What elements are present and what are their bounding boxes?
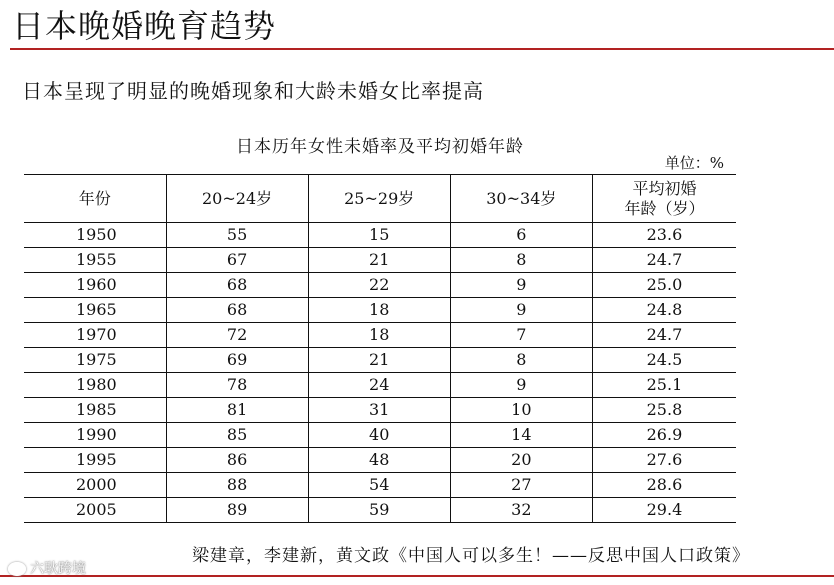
cell-age-20-24: 68	[166, 273, 308, 298]
header-age-20-24: 20~24岁	[166, 175, 308, 223]
cell-avg-age: 25.0	[592, 273, 736, 298]
table-header-row	[24, 175, 736, 223]
cell-age-25-29: 24	[308, 373, 450, 398]
cell-year: 1955	[24, 248, 166, 273]
cell-year: 2005	[24, 498, 166, 523]
slide-subtitle: 日本呈现了明显的晚婚现象和大龄未婚女比率提高	[22, 79, 484, 103]
header-age-30-34: 30~34岁	[450, 175, 592, 223]
cell-age-25-29: 18	[308, 323, 450, 348]
cell-year: 1990	[24, 423, 166, 448]
cell-age-25-29: 31	[308, 398, 450, 423]
cell-age-20-24: 81	[166, 398, 308, 423]
cell-avg-age: 24.5	[592, 348, 736, 373]
table-row	[24, 248, 736, 273]
cell-age-25-29: 48	[308, 448, 450, 473]
cell-age-20-24: 69	[166, 348, 308, 373]
cell-age-25-29: 15	[308, 223, 450, 248]
cell-year: 1950	[24, 223, 166, 248]
table-row	[24, 298, 736, 323]
header-age-25-29: 25~29岁	[308, 175, 450, 223]
cell-age-20-24: 67	[166, 248, 308, 273]
cell-age-25-29: 40	[308, 423, 450, 448]
cell-age-30-34: 10	[450, 398, 592, 423]
cell-age-25-29: 54	[308, 473, 450, 498]
cell-avg-age: 25.1	[592, 373, 736, 398]
cell-age-25-29: 21	[308, 348, 450, 373]
marriage-rate-table	[24, 174, 736, 523]
cell-year: 2000	[24, 473, 166, 498]
cell-age-30-34: 6	[450, 223, 592, 248]
cell-avg-age: 24.7	[592, 323, 736, 348]
header-avg-marriage-age	[592, 175, 736, 223]
cell-age-30-34: 8	[450, 248, 592, 273]
cell-age-20-24: 72	[166, 323, 308, 348]
cell-age-20-24: 68	[166, 298, 308, 323]
cell-avg-age: 27.6	[592, 448, 736, 473]
unit-label: 单位：%	[664, 154, 724, 172]
cell-year: 1960	[24, 273, 166, 298]
table-row	[24, 348, 736, 373]
table-row	[24, 323, 736, 348]
cell-age-30-34: 14	[450, 423, 592, 448]
table-row	[24, 398, 736, 423]
cell-year: 1985	[24, 398, 166, 423]
cell-age-30-34: 27	[450, 473, 592, 498]
cell-age-20-24: 55	[166, 223, 308, 248]
table-row	[24, 498, 736, 523]
cell-age-30-34: 20	[450, 448, 592, 473]
table-row	[24, 473, 736, 498]
cell-age-30-34: 8	[450, 348, 592, 373]
bottom-divider	[0, 575, 834, 577]
table-row	[24, 423, 736, 448]
cell-avg-age: 25.8	[592, 398, 736, 423]
cell-age-25-29: 22	[308, 273, 450, 298]
cell-age-30-34: 9	[450, 298, 592, 323]
source-citation: 梁建章，李建新，黄文政《中国人可以多生！——反思中国人口政策》	[192, 546, 750, 566]
slide-title: 日本晚婚晚育趋势	[12, 7, 277, 45]
watermark-icon	[8, 562, 26, 576]
cell-avg-age: 24.7	[592, 248, 736, 273]
watermark-text: 六耿跨境	[30, 561, 86, 577]
cell-age-30-34: 7	[450, 323, 592, 348]
table-row	[24, 223, 736, 248]
cell-year: 1980	[24, 373, 166, 398]
watermark-logo	[8, 560, 86, 578]
cell-age-30-34: 9	[450, 273, 592, 298]
cell-age-30-34: 32	[450, 498, 592, 523]
cell-year: 1975	[24, 348, 166, 373]
cell-avg-age: 26.9	[592, 423, 736, 448]
cell-avg-age: 29.4	[592, 498, 736, 523]
header-year: 年份	[24, 175, 166, 223]
cell-age-25-29: 21	[308, 248, 450, 273]
cell-year: 1965	[24, 298, 166, 323]
cell-age-20-24: 89	[166, 498, 308, 523]
table-caption: 日本历年女性未婚率及平均初婚年龄	[236, 137, 524, 157]
cell-year: 1995	[24, 448, 166, 473]
cell-age-25-29: 59	[308, 498, 450, 523]
table-row	[24, 448, 736, 473]
cell-age-20-24: 86	[166, 448, 308, 473]
table-row	[24, 273, 736, 298]
header-avg-line2: 年龄（岁）	[624, 198, 705, 218]
cell-age-20-24: 88	[166, 473, 308, 498]
cell-age-25-29: 18	[308, 298, 450, 323]
header-avg-line1: 平均初婚	[632, 178, 697, 198]
cell-age-30-34: 9	[450, 373, 592, 398]
cell-age-20-24: 85	[166, 423, 308, 448]
cell-year: 1970	[24, 323, 166, 348]
cell-age-20-24: 78	[166, 373, 308, 398]
cell-avg-age: 23.6	[592, 223, 736, 248]
cell-avg-age: 24.8	[592, 298, 736, 323]
table-row	[24, 373, 736, 398]
cell-avg-age: 28.6	[592, 473, 736, 498]
title-divider	[10, 48, 834, 50]
